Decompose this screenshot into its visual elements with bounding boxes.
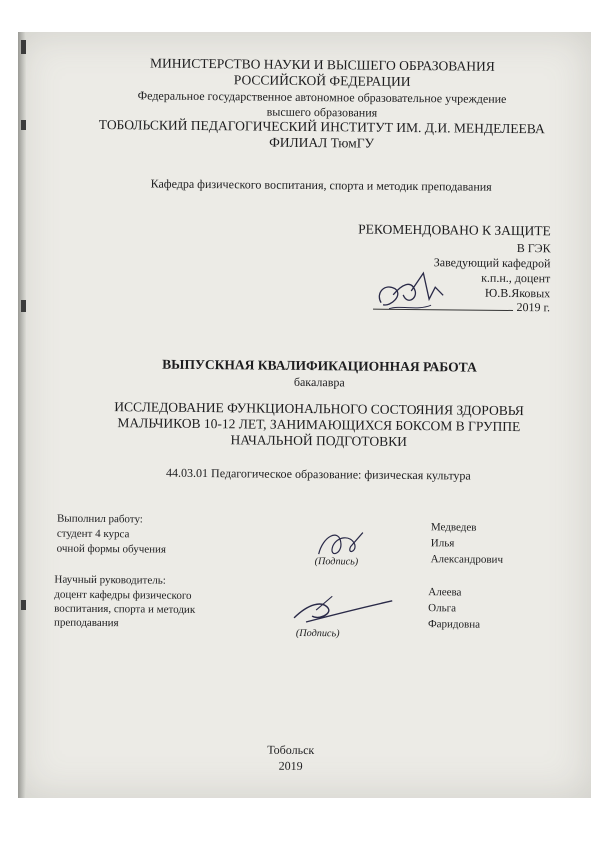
supervisor-label-1: Научный руководитель: [54, 573, 166, 587]
work-title-line-1: ИССЛЕДОВАНИЕ ФУНКЦИОНАЛЬНОГО СОСТОЯНИЯ ЗДОРОВЬЯ [114, 399, 524, 419]
recommended-label: РЕКОМЕНДОВАНО К ЗАЩИТЕ [358, 221, 551, 239]
institute-line-2: ФИЛИАЛ ТюмГУ [269, 134, 375, 151]
supervisor-label-2: доцент кафедры физического [54, 588, 192, 602]
binder-mark [21, 40, 26, 54]
author-signature-caption: (Подпись) [314, 556, 359, 568]
specialty: 44.03.01 Педагогическое образование: физическая культура [166, 465, 471, 483]
supervisor-label-3: воспитания, спорта и методик [54, 602, 196, 616]
head-degree: к.п.н., доцент [481, 270, 551, 286]
supervisor-patronymic: Фаридовна [427, 618, 481, 631]
author-first-name: Илья [430, 537, 455, 550]
supervisor-signature-caption: (Подпись) [295, 627, 340, 640]
head-title: Заведующий кафедрой [433, 255, 551, 271]
author-label-3: очной формы обучения [56, 542, 167, 556]
head-name: Ю.В.Яковых [484, 285, 551, 301]
page-spine-shadow [18, 32, 26, 798]
ministry-line-1: МИНИСТЕРСТВО НАУКИ И ВЫСШЕГО ОБРАЗОВАНИЯ [149, 55, 495, 74]
year: 2019 [278, 758, 303, 773]
binder-mark [21, 300, 26, 312]
ministry-line-2: РОССИЙСКОЙ ФЕДЕРАЦИИ [233, 72, 411, 89]
supervisor-first-name: Ольга [428, 602, 457, 615]
binder-mark [21, 120, 26, 130]
work-title-line-3: НАЧАЛЬНОЙ ПОДГОТОВКИ [230, 432, 408, 449]
institution-line-1: Федеральное государственное автономное образовательное учреждение [137, 88, 507, 106]
author-patronymic: Александрович [430, 553, 504, 566]
author-label-1: Выполнил работу: [56, 512, 143, 526]
work-type: ВЫПУСКНАЯ КВАЛИФИКАЦИОННАЯ РАБОТА [162, 356, 477, 375]
binder-mark [21, 600, 26, 610]
gek-label: В ГЭК [516, 241, 551, 256]
institute-line-1: ТОБОЛЬСКИЙ ПЕДАГОГИЧЕСКИЙ ИНСТИТУТ ИМ. Д.И. МЕНДЕЛЕЕВА [98, 116, 545, 137]
supervisor-signature-mark [288, 590, 398, 631]
department-name: Кафедра физического воспитания, спорта и методик преподавания [150, 176, 492, 194]
supervisor-label-4: преподавания [53, 616, 119, 630]
author-label-2: студент 4 курса [56, 527, 130, 541]
supervisor-surname: Алеева [428, 586, 462, 599]
work-level: бакалавра [293, 374, 345, 390]
author-surname: Медведев [430, 521, 477, 534]
approval-date: 2019 г. [516, 300, 551, 315]
work-title-line-2: МАЛЬЧИКОВ 10-12 ЛЕТ, ЗАНИМАЮЩИХСЯ БОКСОМ В ГРУППЕ [117, 415, 521, 435]
title-page [30, 33, 582, 798]
head-signature-mark [371, 265, 451, 316]
institution-line-2: высшего образования [266, 104, 378, 120]
city: Тобольск [267, 742, 315, 758]
